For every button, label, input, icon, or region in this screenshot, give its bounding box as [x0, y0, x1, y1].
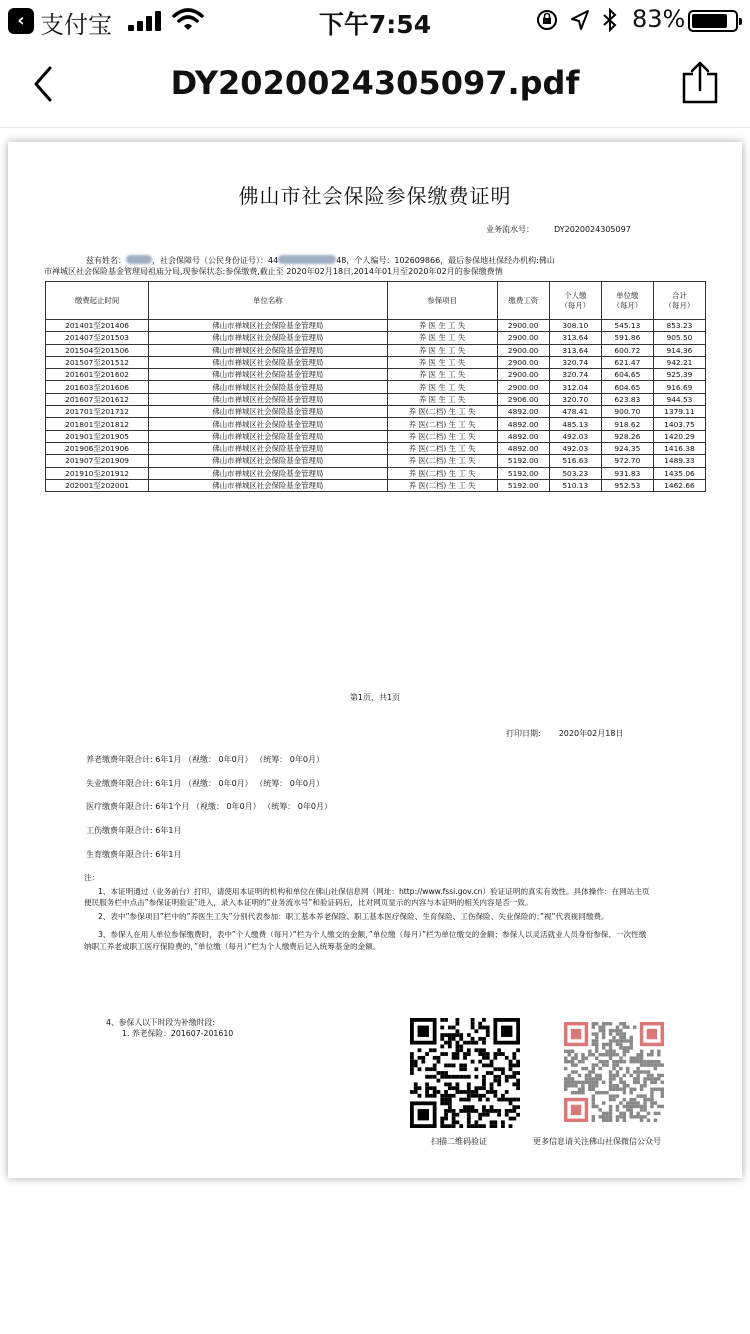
cell-period: 201407至201503	[46, 332, 149, 344]
cell-unit: 佛山市禅城区社会保险基金管理局	[149, 442, 387, 454]
cell-period: 201504至201506	[46, 344, 149, 356]
summary-medical: 医疗缴费年限合计: 6年1个月 （视缴： 0年0月） （统筹： 0年0月）	[86, 802, 332, 811]
cell-wage: 2900.00	[497, 369, 549, 381]
cell-wage: 2900.00	[497, 381, 549, 393]
cell-personal: 478.41	[549, 406, 601, 418]
qr-verify-caption: 扫描二维码验证	[431, 1137, 487, 1146]
cell-personal: 313.64	[549, 332, 601, 344]
battery-percent: 83%	[632, 5, 686, 33]
cell-wage: 5192.00	[497, 467, 549, 479]
cell-total: 853.23	[653, 320, 705, 332]
cell-wage: 4892.00	[497, 418, 549, 430]
table-row	[46, 320, 706, 332]
cell-personal: 516.63	[549, 455, 601, 467]
redacted-id	[278, 255, 336, 264]
note-1: 1、本证明通过（业务前台）打印，请使用本证明的机构和单位在佛山社保信息网（网址：http://www.fssi.gov.cn）验证证明的真实有效性。具体操作：在网站主页便民服务栏中点击”参保证明验证”进入，录入本证明的”业务流水号”和验证码后，比对网页显示的内容与本证明的相关内容是否一致。	[84, 886, 650, 907]
supplement-item: 1. 养老保险：201607-201610	[122, 1029, 234, 1038]
notes-section	[84, 872, 650, 954]
cell-wage: 4892.00	[497, 442, 549, 454]
cell-employer: 600.72	[601, 344, 653, 356]
cell-unit: 佛山市禅城区社会保险基金管理局	[149, 356, 387, 368]
battery-icon	[688, 10, 738, 32]
cell-total: 942.21	[653, 356, 705, 368]
cell-period: 201507至201512	[46, 356, 149, 368]
cell-employer: 952.53	[601, 479, 653, 491]
cell-period: 201607至201612	[46, 393, 149, 405]
back-app-label[interactable]: 支付宝	[40, 11, 112, 39]
table-row	[46, 344, 706, 356]
cell-employer: 604.65	[601, 369, 653, 381]
cell-item: 养 医 生 工 失	[387, 393, 497, 405]
page-number: 第1页，共1页	[349, 693, 401, 702]
holder-name-label: 兹有姓名：	[86, 256, 126, 265]
cell-item: 养 医(二档) 生 工 失	[387, 455, 497, 467]
holder-id-tail: 48，个人编号：102609866，最后参保地社保经办机构:佛山	[336, 256, 555, 265]
cell-total: 1489.33	[653, 455, 705, 467]
cell-unit: 佛山市禅城区社会保险基金管理局	[149, 344, 387, 356]
cell-item: 养 医(二档) 生 工 失	[387, 442, 497, 454]
col-item: 参保项目	[387, 282, 497, 320]
share-icon[interactable]	[680, 60, 720, 106]
cell-employer: 621.47	[601, 356, 653, 368]
rotation-lock-icon	[536, 9, 558, 31]
cell-employer: 900.70	[601, 406, 653, 418]
cell-personal: 492.03	[549, 430, 601, 442]
col-wage: 缴费工资	[497, 282, 549, 320]
table-row	[46, 393, 706, 405]
document-title: 佛山市社会保险参保缴费证明	[238, 184, 512, 208]
cell-total: 916.69	[653, 381, 705, 393]
wechat-qr-code	[564, 1022, 664, 1122]
cell-unit: 佛山市禅城区社会保险基金管理局	[149, 467, 387, 479]
print-date-value: 2020年02月18日	[558, 729, 624, 738]
cell-total: 1435.06	[653, 467, 705, 479]
col-total: 合计 （每月）	[653, 282, 705, 320]
cell-personal: 320.74	[549, 369, 601, 381]
cell-item: 养 医(二档) 生 工 失	[387, 406, 497, 418]
cell-personal: 510.13	[549, 479, 601, 491]
cell-personal: 485.13	[549, 418, 601, 430]
table-row	[46, 369, 706, 381]
cell-wage: 5192.00	[497, 479, 549, 491]
supplement-title: 4、参保人以下时段为补缴时段:	[106, 1018, 215, 1027]
cell-period: 201801至201812	[46, 418, 149, 430]
cell-unit: 佛山市禅城区社会保险基金管理局	[149, 430, 387, 442]
print-date	[506, 728, 623, 739]
cell-wage: 2900.00	[497, 320, 549, 332]
cell-personal: 313.64	[549, 344, 601, 356]
cell-item: 养 医(二档) 生 工 失	[387, 418, 497, 430]
cell-item: 养 医(二档) 生 工 失	[387, 467, 497, 479]
location-icon	[570, 9, 590, 31]
cell-period: 201907至201909	[46, 455, 149, 467]
notes-heading: 注：	[84, 873, 100, 882]
cell-wage: 2900.00	[497, 356, 549, 368]
page-title: DY2020024305097.pdf	[170, 64, 580, 102]
table-row	[46, 479, 706, 491]
pdf-viewer[interactable]	[0, 129, 750, 1334]
status-bar	[0, 0, 750, 40]
cell-item: 养 医 生 工 失	[387, 320, 497, 332]
cell-total: 925.39	[653, 369, 705, 381]
cell-period: 201603至201606	[46, 381, 149, 393]
nav-bar	[0, 40, 750, 128]
cell-item: 养 医 生 工 失	[387, 381, 497, 393]
clock: 下午7:54	[318, 10, 432, 39]
cell-employer: 928.26	[601, 430, 653, 442]
cell-item: 养 医 生 工 失	[387, 332, 497, 344]
cell-item: 养 医(二档) 生 工 失	[387, 479, 497, 491]
cell-employer: 924.35	[601, 442, 653, 454]
holder-status: 市禅城区社会保险基金管理局祖庙分局,现参保状态:参保缴费,截止至 2020年02月18日,2014年01月至2020年02月的参保缴费情	[44, 267, 503, 276]
serial-number	[486, 224, 631, 235]
serial-label: 业务流水号：	[486, 225, 534, 234]
cell-personal: 312.04	[549, 381, 601, 393]
cell-unit: 佛山市禅城区社会保险基金管理局	[149, 479, 387, 491]
cell-period: 201701至201712	[46, 406, 149, 418]
summary-pension: 养老缴费年限合计: 6年1月 （视缴： 0年0月） （统筹： 0年0月）	[86, 755, 324, 764]
col-personal: 个人缴 （每月）	[549, 282, 601, 320]
table-row	[46, 430, 706, 442]
bluetooth-icon	[602, 8, 618, 32]
note-3: 3、参保人在用人单位参保缴费时，表中”个人缴费（每月）”栏为个人缴交的金额，”单位缴（每月）”栏为单位缴交的金额；参保人以灵活就业人员身份参保、一次性缴纳职工养老或职工医疗保险费的，”单位缴（每月）”栏为个人缴费后记入统筹基金的金额。	[84, 930, 647, 951]
cell-total: 914.36	[653, 344, 705, 356]
cell-period: 202001至202001	[46, 479, 149, 491]
table-row	[46, 332, 706, 344]
print-date-label: 打印日期:	[506, 729, 541, 738]
summary-unemployment: 失业缴费年限合计: 6年1月 （视缴： 0年0月） （统筹： 0年0月）	[86, 779, 324, 788]
cell-personal: 503.23	[549, 467, 601, 479]
cell-unit: 佛山市禅城区社会保险基金管理局	[149, 369, 387, 381]
cell-personal: 492.03	[549, 442, 601, 454]
cell-employer: 545.13	[601, 320, 653, 332]
cell-period: 201910至201912	[46, 467, 149, 479]
holder-id-label: ，社会保障号（公民身份证号）：44	[152, 256, 279, 265]
summary-maternity: 生育缴费年限合计: 6年1月	[86, 850, 182, 859]
qr-wechat-caption: 更多信息请关注佛山社保微信公众号	[533, 1137, 661, 1146]
cell-wage: 4892.00	[497, 430, 549, 442]
cell-unit: 佛山市禅城区社会保险基金管理局	[149, 332, 387, 344]
cell-employer: 591.86	[601, 332, 653, 344]
cell-wage: 2900.00	[497, 344, 549, 356]
cell-wage: 2906.00	[497, 393, 549, 405]
cell-item: 养 医 生 工 失	[387, 369, 497, 381]
cell-total: 905.50	[653, 332, 705, 344]
back-to-app-icon[interactable]: ‹	[8, 8, 34, 34]
cell-wage: 2900.00	[497, 332, 549, 344]
holder-info	[44, 255, 664, 277]
cell-total: 1420.29	[653, 430, 705, 442]
cell-employer: 972.70	[601, 455, 653, 467]
table-row	[46, 356, 706, 368]
cell-personal: 320.70	[549, 393, 601, 405]
cell-unit: 佛山市禅城区社会保险基金管理局	[149, 320, 387, 332]
cell-employer: 623.83	[601, 393, 653, 405]
table-header-row	[46, 282, 706, 320]
serial-value: DY2020024305097	[554, 225, 631, 234]
supplement-section	[106, 1017, 233, 1039]
cell-employer: 918.62	[601, 418, 653, 430]
table-row	[46, 406, 706, 418]
col-unit: 单位名称	[149, 282, 387, 320]
cell-period: 201401至201406	[46, 320, 149, 332]
cell-unit: 佛山市禅城区社会保险基金管理局	[149, 406, 387, 418]
redacted-name	[126, 255, 152, 264]
contribution-table	[45, 281, 706, 492]
cell-wage: 5192.00	[497, 455, 549, 467]
col-employer: 单位缴 （每月）	[601, 282, 653, 320]
cell-total: 1462.66	[653, 479, 705, 491]
table-row	[46, 455, 706, 467]
cell-unit: 佛山市禅城区社会保险基金管理局	[149, 418, 387, 430]
col-period: 缴费起止时间	[46, 282, 149, 320]
cell-item: 养 医 生 工 失	[387, 344, 497, 356]
table-row	[46, 418, 706, 430]
cell-employer: 931.83	[601, 467, 653, 479]
note-2: 2、表中”参保项目”栏中的”养医生工失”分别代表参加：职工基本养老保险、职工基本医疗保险、生育保险、工伤保险、失业保险的；”视”代表视同缴费。	[98, 911, 609, 921]
verify-qr-code	[410, 1018, 520, 1128]
table-row	[46, 442, 706, 454]
cell-total: 944.53	[653, 393, 705, 405]
table-row	[46, 467, 706, 479]
cell-period: 201901至201905	[46, 430, 149, 442]
cell-unit: 佛山市禅城区社会保险基金管理局	[149, 393, 387, 405]
cell-item: 养 医(二档) 生 工 失	[387, 430, 497, 442]
cell-period: 201906至201906	[46, 442, 149, 454]
summary-injury: 工伤缴费年限合计: 6年1月	[86, 826, 182, 835]
cell-item: 养 医 生 工 失	[387, 356, 497, 368]
pdf-page	[8, 142, 742, 1178]
cell-total: 1379.11	[653, 406, 705, 418]
table-row	[46, 381, 706, 393]
cell-unit: 佛山市禅城区社会保险基金管理局	[149, 381, 387, 393]
cell-period: 201601至201602	[46, 369, 149, 381]
cell-personal: 320.74	[549, 356, 601, 368]
cell-total: 1403.75	[653, 418, 705, 430]
cell-personal: 308.10	[549, 320, 601, 332]
cell-employer: 604.65	[601, 381, 653, 393]
cell-unit: 佛山市禅城区社会保险基金管理局	[149, 455, 387, 467]
cell-wage: 4892.00	[497, 406, 549, 418]
cell-total: 1416.38	[653, 442, 705, 454]
